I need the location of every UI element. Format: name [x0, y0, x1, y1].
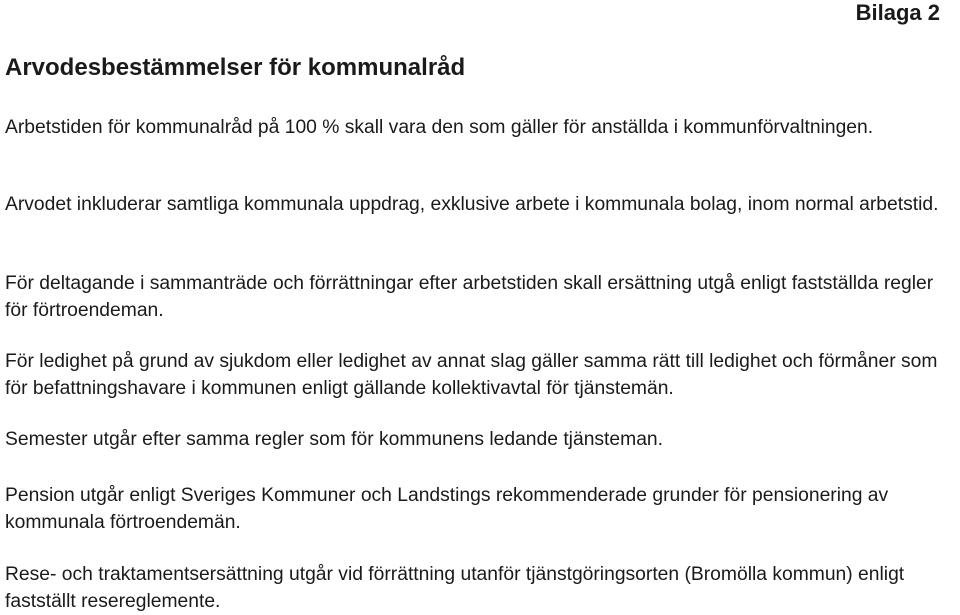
- paragraph-pension: Pension utgår enligt Sveriges Kommuner och Landstings rekommenderade grunder för pensionering av kommunala förtroendemän.: [5, 485, 889, 533]
- paragraph-travel-allowance: Rese- och traktamentsersättning utgår vid förrättning utanför tjänstgöringsorten (Bromölla kommun) enligt fastställt resereglemente.: [5, 564, 905, 612]
- paragraph-fee-scope: Arvodet inkluderar samtliga kommunala uppdrag, exklusive arbete i kommunala bolag, inom normal arbetstid.: [5, 194, 939, 215]
- paragraph-working-hours: Arbetstiden för kommunalråd på 100 % skall vara den som gäller för anställda i kommunförvaltningen.: [5, 117, 874, 138]
- annex-label: Bilaga 2: [855, 0, 940, 25]
- paragraph-sick-leave: För ledighet på grund av sjukdom eller ledighet av annat slag gäller samma rätt till ledighet och förmåner som för befattningshavare i kommunen enligt gällande kollektivavtal för tjänstemän.: [5, 351, 938, 399]
- paragraph-meeting-compensation: För deltagande i sammanträde och förrättningar efter arbetstiden skall ersättning utgå enligt fastställda regler för förtroendeman.: [5, 273, 934, 321]
- document-title: Arvodesbestämmelser för kommunalråd: [5, 54, 466, 81]
- paragraph-vacation: Semester utgår efter samma regler som för kommunens ledande tjänsteman.: [5, 429, 664, 450]
